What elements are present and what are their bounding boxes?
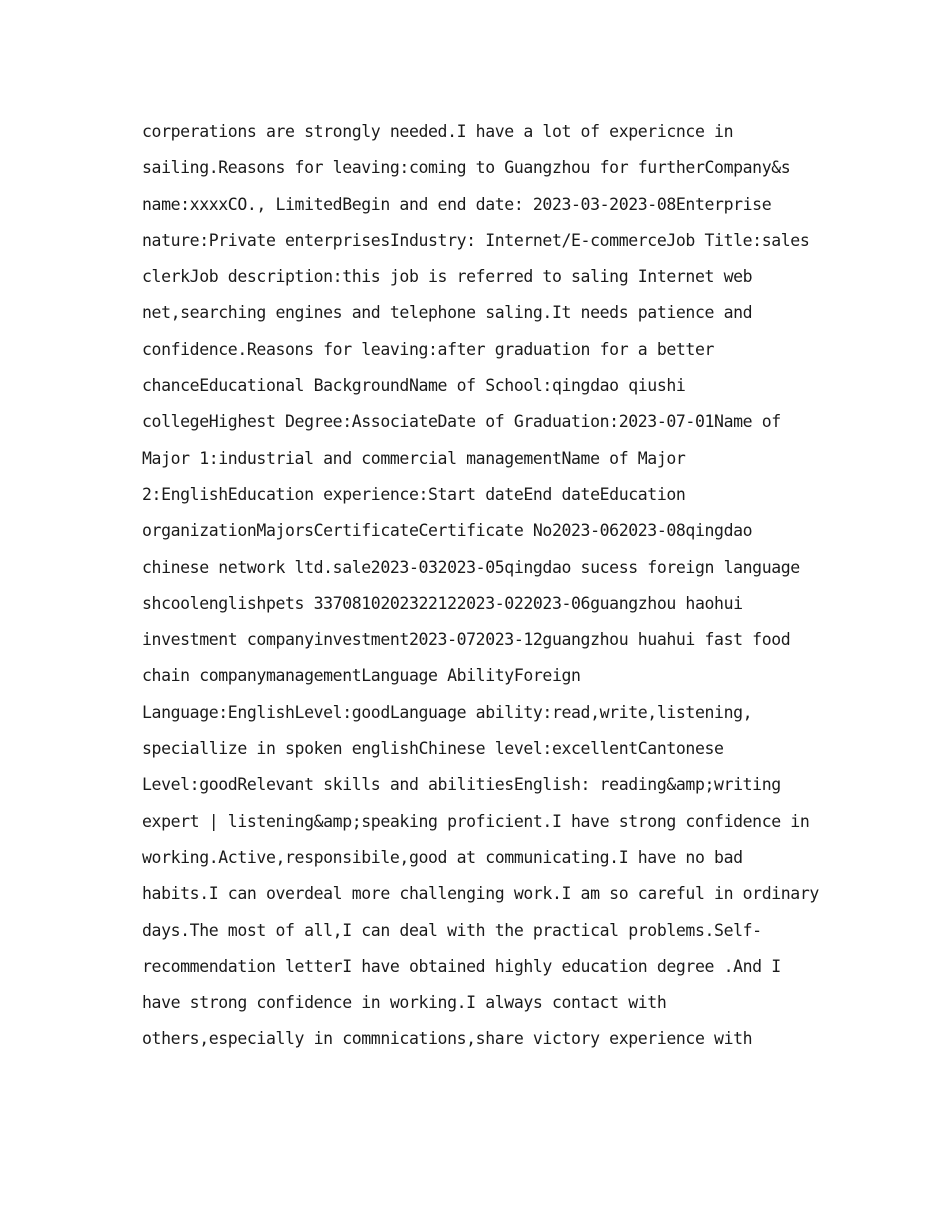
text-line: nature:Private enterprisesIndustry: Internet/E-commerceJob Title:sales [142, 230, 810, 250]
text-line: days.The most of all,I can deal with the practical problems.Self- [142, 920, 762, 940]
text-line: have strong confidence in working.I always contact with [142, 993, 667, 1013]
text-line: recommendation letterI have obtained highly education degree .And I [142, 956, 781, 976]
text-line: expert | listening&amp;speaking proficient.I have strong confidence in [142, 811, 810, 831]
text-line: net,searching engines and telephone saling.It needs patience and [142, 303, 753, 323]
body-text [142, 114, 862, 1058]
text-line: habits.I can overdeal more challenging work.I am so careful in ordinary [142, 884, 819, 904]
text-line: speciallize in spoken englishChinese level:excellentCantonese [142, 739, 724, 759]
text-line: organizationMajorsCertificateCertificate No2023-062023-08qingdao [142, 521, 753, 541]
text-line: shcoolenglishpets 3370810202322122023-022023-06guangzhou haohui [142, 593, 743, 613]
text-line: clerkJob description:this job is referred to saling Internet web [142, 267, 753, 287]
text-line: investment companyinvestment2023-072023-12guangzhou huahui fast food [142, 630, 791, 650]
text-line: Major 1:industrial and commercial managementName of Major [142, 448, 686, 468]
text-line: collegeHighest Degree:AssociateDate of Graduation:2023-07-01Name of [142, 412, 781, 432]
text-line: Language:EnglishLevel:goodLanguage ability:read,write,listening, [142, 702, 753, 722]
text-line: 2:EnglishEducation experience:Start dateEnd dateEducation [142, 484, 686, 504]
text-line: confidence.Reasons for leaving:after graduation for a better [142, 339, 715, 359]
text-line: sailing.Reasons for leaving:coming to Guangzhou for furtherCompany&s [142, 158, 791, 178]
text-line: working.Active,responsibile,good at communicating.I have no bad [142, 847, 743, 867]
text-line: name:xxxxCO., LimitedBegin and end date: 2023-03-2023-08Enterprise [142, 194, 772, 214]
text-line: chanceEducational BackgroundName of School:qingdao qiushi [142, 376, 686, 396]
text-line: chain companymanagementLanguage AbilityForeign [142, 666, 581, 686]
text-line: corperations are strongly needed.I have a lot of expericnce in [142, 122, 734, 141]
text-line: chinese network ltd.sale2023-032023-05qingdao sucess foreign language [142, 557, 800, 577]
text-line: Level:goodRelevant skills and abilitiesEnglish: reading&amp;writing [142, 775, 781, 795]
text-line: others,especially in commnications,share victory experience with [142, 1029, 753, 1049]
